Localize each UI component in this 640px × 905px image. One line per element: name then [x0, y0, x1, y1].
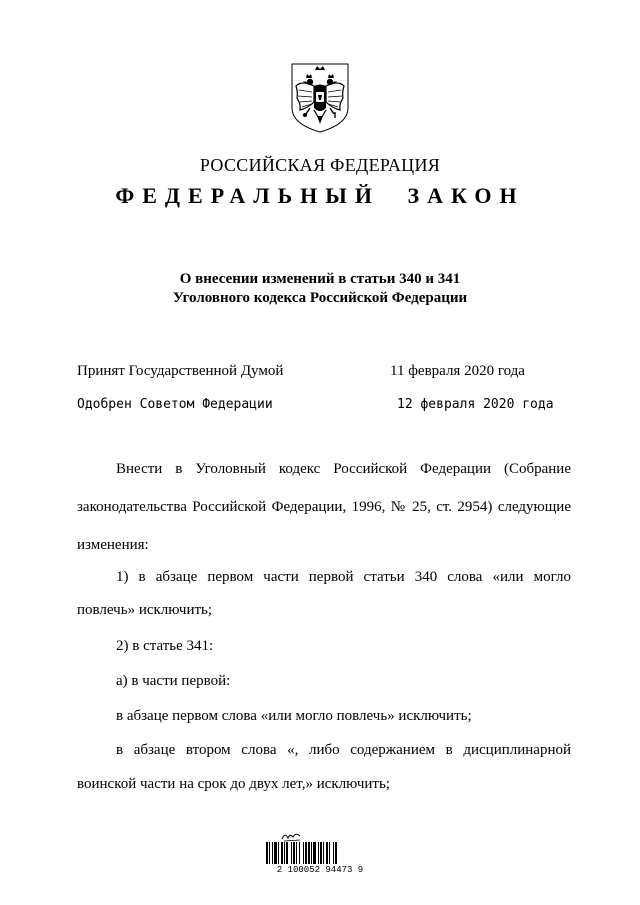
document-barcode	[262, 830, 378, 880]
barcode-bars	[266, 842, 374, 864]
duma-adoption-date: 11 февраля 2020 года	[390, 363, 525, 379]
handwritten-mark	[280, 830, 304, 842]
coat-of-arms-emblem	[288, 62, 352, 134]
council-approval-label: Одобрен Советом Федерации	[77, 397, 273, 412]
duma-adoption-label: Принят Государственной Думой	[77, 363, 284, 379]
body-line-9: в абзаце втором слова «, либо содержанием в дисциплинарной	[116, 742, 571, 758]
barcode-number: 2 100052 94473 9	[276, 865, 364, 875]
body-line-8: в абзаце первом слова «или могло повлечь» исключить;	[116, 708, 472, 724]
double-headed-eagle-icon	[288, 62, 352, 134]
body-line-7: а) в части первой:	[116, 673, 231, 689]
body-line-4: 1) в абзаце первом части первой статьи 340 слова «или могло	[116, 569, 571, 585]
body-line-5: повлечь» исключить;	[77, 602, 213, 618]
country-name: РОССИЙСКАЯ ФЕДЕРАЦИЯ	[199, 155, 441, 175]
body-line-1: Внести в Уголовный кодекс Российской Федерации (Собрание	[116, 461, 571, 477]
council-approval-date: 12 февраля 2020 года	[397, 397, 554, 412]
body-line-6: 2) в статье 341:	[116, 638, 214, 654]
document-type: ФЕДЕРАЛЬНЫЙ ЗАКОН	[115, 183, 525, 208]
body-line-10: воинской части на срок до двух лет,» исключить;	[77, 776, 390, 792]
body-line-2: законодательства Российской Федерации, 1996, № 25, ст. 2954) следующие	[77, 499, 571, 515]
body-line-3: изменения:	[77, 537, 149, 553]
law-title-line-2: Уголовного кодекса Российской Федерации	[172, 290, 468, 306]
law-title-line-1: О внесении изменений в статьи 340 и 341	[179, 271, 461, 287]
